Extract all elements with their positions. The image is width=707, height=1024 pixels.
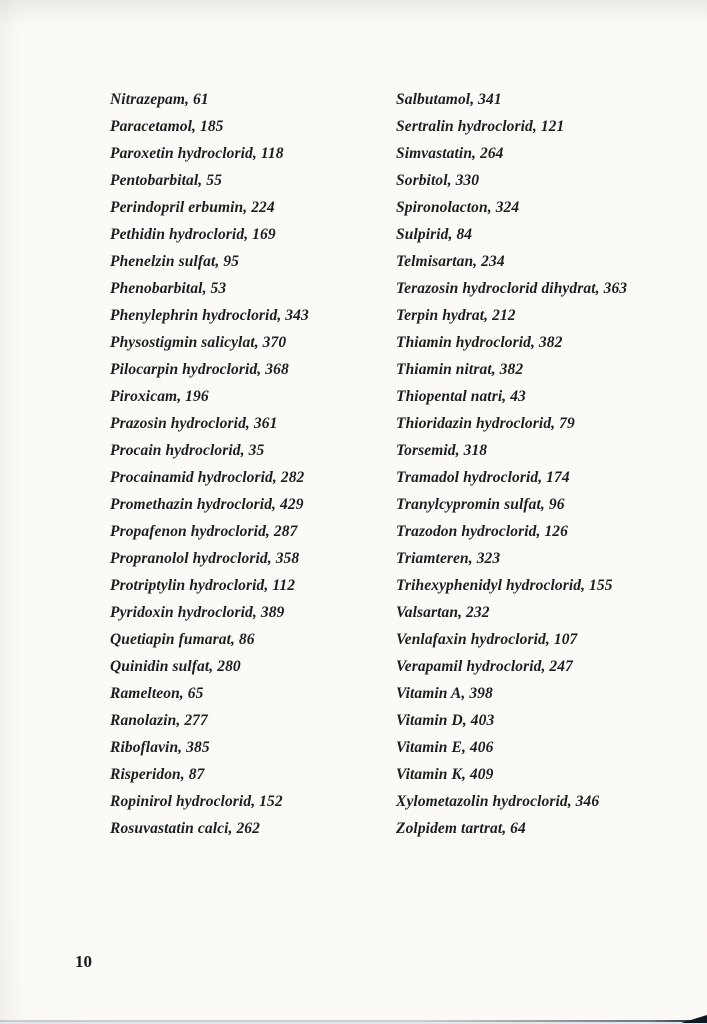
index-entry: Sorbitol, 330 <box>396 172 480 189</box>
index-entry: Venlafaxin hydroclorid, 107 <box>396 631 578 648</box>
index-entry: Thioridazin hydroclorid, 79 <box>396 415 575 432</box>
index-entry: Pentobarbital, 55 <box>110 172 222 189</box>
index-entry: Ramelteon, 65 <box>110 685 204 702</box>
index-entry: Verapamil hydroclorid, 247 <box>396 658 573 675</box>
index-entry: Zolpidem tartrat, 64 <box>396 820 526 837</box>
index-entry: Pyridoxin hydroclorid, 389 <box>110 604 285 621</box>
index-entry: Sulpirid, 84 <box>396 226 473 243</box>
index-entry: Trihexyphenidyl hydroclorid, 155 <box>396 577 613 594</box>
index-entry: Riboflavin, 385 <box>110 739 210 756</box>
index-entry: Piroxicam, 196 <box>110 388 209 405</box>
scan-bottom-edge-line <box>0 1020 707 1022</box>
index-entry: Vitamin E, 406 <box>396 739 494 756</box>
index-entry: Perindopril erbumin, 224 <box>110 199 275 216</box>
index-entry: Vitamin A, 398 <box>396 685 493 702</box>
index-entry: Ropinirol hydroclorid, 152 <box>110 793 283 810</box>
index-entry: Quinidin sulfat, 280 <box>110 658 241 675</box>
index-entry: Thiopental natri, 43 <box>396 388 526 405</box>
index-entry: Propafenon hydroclorid, 287 <box>110 523 298 540</box>
index-entry: Rosuvastatin calci, 262 <box>110 820 260 837</box>
index-entry: Quetiapin fumarat, 86 <box>110 631 255 648</box>
page-number: 10 <box>75 952 92 971</box>
index-column-right <box>396 86 627 842</box>
index-entry: Tranylcypromin sulfat, 96 <box>396 496 565 513</box>
index-entry: Telmisartan, 234 <box>396 253 505 270</box>
index-entry: Xylometazolin hydroclorid, 346 <box>396 793 600 810</box>
index-entry: Phenobarbital, 53 <box>110 280 227 297</box>
index-entry: Pethidin hydroclorid, 169 <box>110 226 276 243</box>
index-entry: Phenelzin sulfat, 95 <box>110 253 240 270</box>
index-entry: Tramadol hydroclorid, 174 <box>396 469 570 486</box>
index-entry: Ranolazin, 277 <box>110 712 208 729</box>
index-entry: Risperidon, 87 <box>110 766 205 783</box>
index-entry: Vitamin K, 409 <box>396 766 494 783</box>
index-entry: Paroxetin hydroclorid, 118 <box>110 145 284 162</box>
index-entry: Terpin hydrat, 212 <box>396 307 516 324</box>
index-entry: Sertralin hydroclorid, 121 <box>396 118 565 135</box>
index-entry: Procain hydroclorid, 35 <box>110 442 265 459</box>
index-entry: Procainamid hydroclorid, 282 <box>110 469 305 486</box>
index-entry: Terazosin hydroclorid dihydrat, 363 <box>396 280 628 297</box>
index-entry: Propranolol hydroclorid, 358 <box>110 550 300 567</box>
index-entry: Simvastatin, 264 <box>396 145 504 162</box>
index-entry: Protriptylin hydroclorid, 112 <box>110 577 296 594</box>
index-entry: Thiamin hydroclorid, 382 <box>396 334 563 351</box>
index-entry: Pilocarpin hydroclorid, 368 <box>110 361 289 378</box>
index-entry: Triamteren, 323 <box>396 550 501 567</box>
index-entry: Salbutamol, 341 <box>396 91 502 108</box>
index-entry: Thiamin nitrat, 382 <box>396 361 524 378</box>
index-entry: Nitrazepam, 61 <box>110 91 209 108</box>
index-column-left <box>110 86 309 842</box>
index-entry: Spironolacton, 324 <box>396 199 520 216</box>
index-entry: Trazodon hydroclorid, 126 <box>396 523 569 540</box>
index-entry: Promethazin hydroclorid, 429 <box>110 496 304 513</box>
index-entry: Prazosin hydroclorid, 361 <box>110 415 278 432</box>
index-entry: Paracetamol, 185 <box>110 118 224 135</box>
index-entry: Phenylephrin hydroclorid, 343 <box>110 307 309 324</box>
index-entry: Torsemid, 318 <box>396 442 488 459</box>
index-entry: Valsartan, 232 <box>396 604 490 621</box>
index-entry: Vitamin D, 403 <box>396 712 495 729</box>
index-entry: Physostigmin salicylat, 370 <box>110 334 287 351</box>
